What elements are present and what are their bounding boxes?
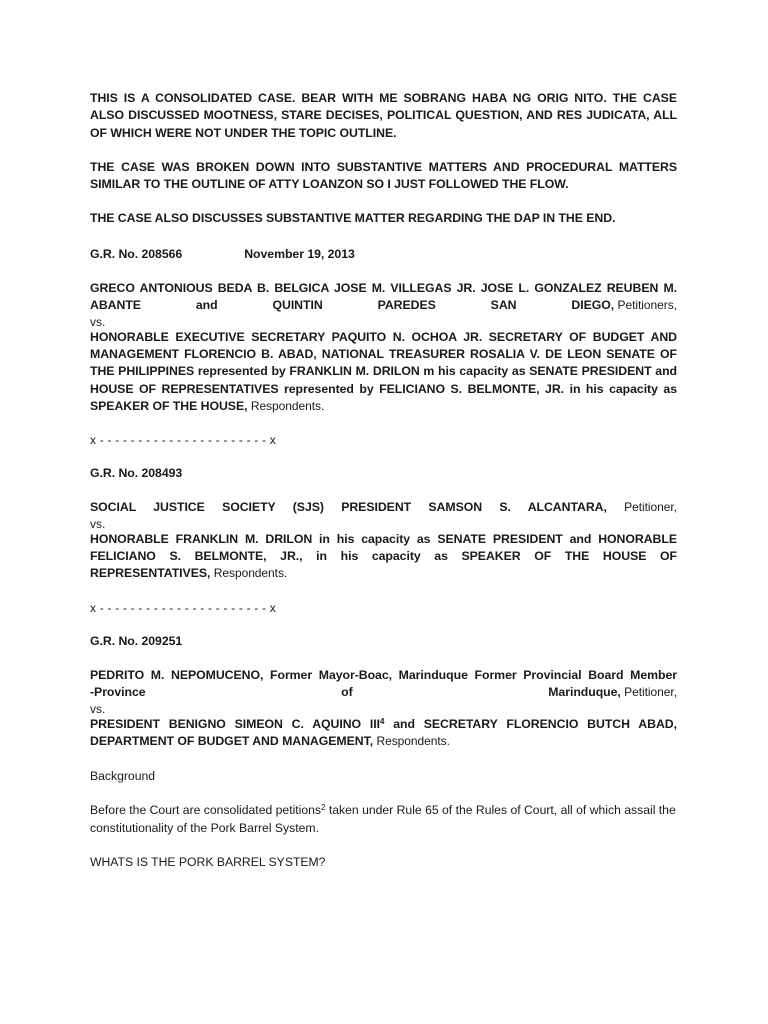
intro-paragraph-1: THIS IS A CONSOLIDATED CASE. BEAR WITH ME SOBRANG HABA NG ORIG NITO. THE CASE ALSO DISCUSSED MOOTNESS, STARE DECISES, POLITICAL QUESTION, AND RES JUDICATA, ALL OF WHICH WERE NOT UNDER THE TOPIC OUTLINE. <box>90 91 677 140</box>
background-heading: Background <box>90 769 156 784</box>
case-3-respondents: PRESIDENT BENIGNO SIMEON C. AQUINO III$^4$ and SECRETARY FLORENCIO BUTCH ABAD, DEPARTMENT OF BUDGET AND MANAGEMENT, Respondents. <box>90 716 677 748</box>
case-2-parties <box>90 499 677 582</box>
intro-paragraph-3: THE CASE ALSO DISCUSSES SUBSTANTIVE MATTER REGARDING THE DAP IN THE END. <box>90 211 616 226</box>
case-1-header <box>90 246 677 263</box>
footnote-marker: 2 <box>321 803 326 813</box>
case-1-petitioners <box>90 280 677 415</box>
case-number: G.R. No. 209251 <box>90 633 183 648</box>
respondents-role: Respondents. <box>213 566 288 581</box>
versus-label: vs. <box>90 314 106 329</box>
case-2-petitioner: SOCIAL JUSTICE SOCIETY (SJS) PRESIDENT SAMSON S. ALCANTARA, Petitioner, <box>90 500 677 515</box>
case-2-respondents: HONORABLE FRANKLIN M. DRILON in his capacity as SENATE PRESIDENT and HONORABLE FELICIANO S. BELMONTE, JR., in his capacity as SPEAKER OF THE HOUSE OF REPRESENTATIVES, Respondents. <box>90 531 677 581</box>
pork-barrel-question: WHATS IS THE PORK BARREL SYSTEM? <box>90 855 326 870</box>
document-page <box>90 90 677 871</box>
versus-label: vs. <box>90 701 106 716</box>
respondents-role: Respondents. <box>250 398 325 413</box>
petitioners-line: ABANTE and QUINTIN PAREDES SAN DIEGO, Petitioners, <box>90 298 677 313</box>
intro-paragraph-2: THE CASE WAS BROKEN DOWN INTO SUBSTANTIVE MATTERS AND PROCEDURAL MATTERS SIMILAR TO THE OUTLINE OF ATTY LOANZON SO I JUST FOLLOWED THE FLOW. <box>90 159 677 192</box>
case-separator: x - - - - - - - - - - - - - - - - - - - - - - x <box>90 600 276 615</box>
petitioners-role: Petitioners, <box>617 298 677 313</box>
case-date: November 19, 2013 <box>244 246 355 261</box>
case-number: G.R. No. 208493 <box>90 466 183 481</box>
respondents-role: Respondents. <box>376 733 450 748</box>
versus-label: vs. <box>90 516 106 531</box>
case-1-respondents: HONORABLE EXECUTIVE SECRETARY PAQUITO N. OCHOA JR. SECRETARY OF BUDGET AND MANAGEMENT FLORENCIO B. ABAD, NATIONAL TREASURER ROSALIA V. DE LEON SENATE OF THE PHILIPPINES represented by FRANKLIN M. DRILON m his capacity as SENATE PRESIDENT and HOUSE OF REPRESENTATIVES represented by FELICIANO S. BELMONTE, JR. in his capacity as SPEAKER OF THE HOUSE, Respondents. <box>90 329 677 413</box>
petitioner-role: Petitioner, <box>624 500 677 515</box>
petitioner-line: PEDRITO M. NEPOMUCENO, Former Mayor-Boac, Marinduque Former Provincial Board Member <box>90 667 677 682</box>
case-3-parties <box>90 667 677 750</box>
petitioners-line: GRECO ANTONIOUS BEDA B. BELGICA JOSE M. VILLEGAS JR. JOSE L. GONZALEZ REUBEN M. <box>90 281 677 296</box>
background-paragraph: Before the Court are consolidated petitions$^2$ taken under Rule 65 of the Rules of Court, all of which assail the constitutionality of the Pork Barrel System. <box>90 803 676 835</box>
case-number: G.R. No. 208566 <box>90 246 183 261</box>
petitioner-role: Petitioner, <box>624 685 677 700</box>
case-separator: x - - - - - - - - - - - - - - - - - - - - - - x <box>90 433 276 448</box>
footnote-marker: 4 <box>380 716 385 726</box>
petitioner-line: -Province of Marinduque, Petitioner, <box>90 685 677 700</box>
